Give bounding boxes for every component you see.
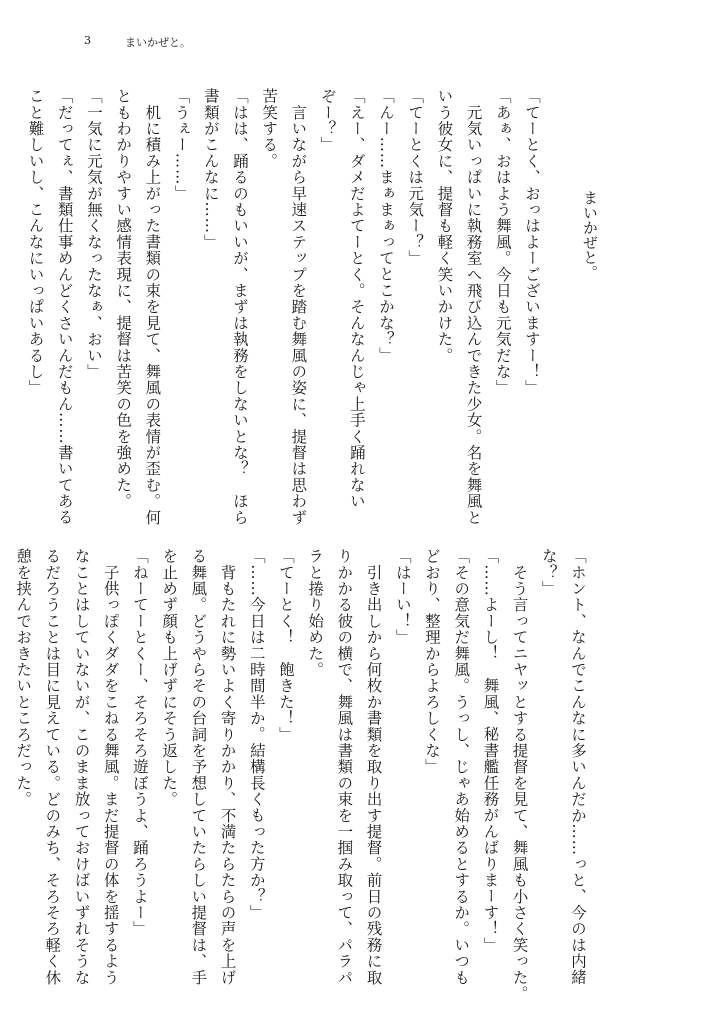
text-line: な？」: [539, 548, 558, 597]
text-line: 「うぇー……」: [172, 88, 191, 202]
text-line: 「はは、踊るのもいいが、まずは執務をしないとな？ ほら: [230, 88, 249, 526]
text-line: る舞風。どうやらその台詞を予想していたらしい提督は、手: [189, 548, 208, 986]
text-line: 「てーとく、おっはよーございますー！」: [523, 88, 541, 396]
text-line: 「ホント、なんでこんなに多いんだか……っと、今のは内緒: [569, 548, 587, 986]
text-line: どおり、整理からよろしくな」: [422, 548, 441, 775]
text-line: ぞー？」: [318, 88, 337, 153]
page-header: [84, 34, 191, 50]
text-line: 「んー……まぁまぁってとこかな？」: [376, 88, 395, 364]
text-line: 背もたれに勢いよく寄りかかり、不満たらたらの声を上げ: [218, 548, 237, 986]
lower-text-block: [8, 548, 592, 1002]
text-line: 「あぁ、おはよう舞風。今日も元気だな」: [493, 88, 512, 396]
text-line: りかかる彼の横で、舞風は書類の束を一掴み取って、パラパ: [335, 548, 354, 986]
text-line: そう言ってニヤッとする提督を見て、舞風も小さく笑った。: [510, 548, 529, 1002]
text-line: 「一気に元気が無くなったなぁ、おい」: [84, 88, 103, 380]
text-line: 「えー、ダメだよてーとく。そんなんじゃ上手く踊れない: [347, 88, 366, 510]
text-line: 「……今日は二時間半か。結構長くもった方か？」: [247, 548, 266, 921]
text-line: るだろうことは目に見えている。どのみち、そろそろ軽く休: [43, 548, 62, 986]
text-line: 「その意気だ舞風。うっし、じゃあ始めるとするか。いつも: [452, 548, 471, 986]
text-line: 引き出しから何枚か書類を取り出す提督。前日の残務に取: [364, 548, 383, 986]
page-title: まいかぜと。: [581, 190, 599, 280]
text-line: 言いながら早速ステップを踏む舞風の姿に、提督は思わず: [289, 88, 308, 526]
text-line: いう彼女に、提督も軽く笑いかけた。: [435, 88, 454, 364]
text-line: 「てーとく！ 飽きた！」: [276, 548, 295, 743]
text-line: ラと捲り始めた。: [306, 548, 325, 678]
text-line: 元気いっぱいに執務室へ飛び込んできた少女。名を舞風と: [464, 88, 483, 526]
text-line: 憩を挟んでおきたいところだった。: [14, 548, 33, 808]
text-line: 書類がこんなに……」: [201, 88, 220, 250]
text-line: を止めず顔も上げずにそう返した。: [160, 548, 179, 808]
page-number: 3: [84, 34, 91, 47]
text-line: 「だってぇ、書類仕事めんどくさいんだもん……書いてある: [55, 88, 74, 526]
text-line: 「てーとくは元気ー？」: [406, 88, 425, 267]
text-line: ともわかりやすい感情表現に、提督は苦笑の色を強めた。: [114, 88, 133, 510]
text-line: なことはしていないが、このまま放っておけばいずれそうな: [72, 548, 91, 986]
text-line: 苦笑する。: [260, 88, 279, 169]
text-line: 机に積み上がった書類の束を見て、舞風の表情が歪む。何: [143, 88, 162, 526]
text-line: 「……よーし！ 舞風、秘書艦任務がんばりまーす！」: [481, 548, 500, 953]
text-line: 「はーい！」: [393, 548, 412, 646]
upper-text-block: [20, 88, 546, 526]
text-line: 子供っぽくダダをこねる舞風。まだ提督の体を揺するよう: [101, 548, 120, 986]
text-line: こと難しいし、こんなにいっぱいあるし」: [26, 88, 45, 396]
running-title: まいかぜと。: [125, 36, 191, 49]
text-line: 「ねーてーとくー、そろそろ遊ぼうよ、踊ろうよー」: [130, 548, 149, 937]
